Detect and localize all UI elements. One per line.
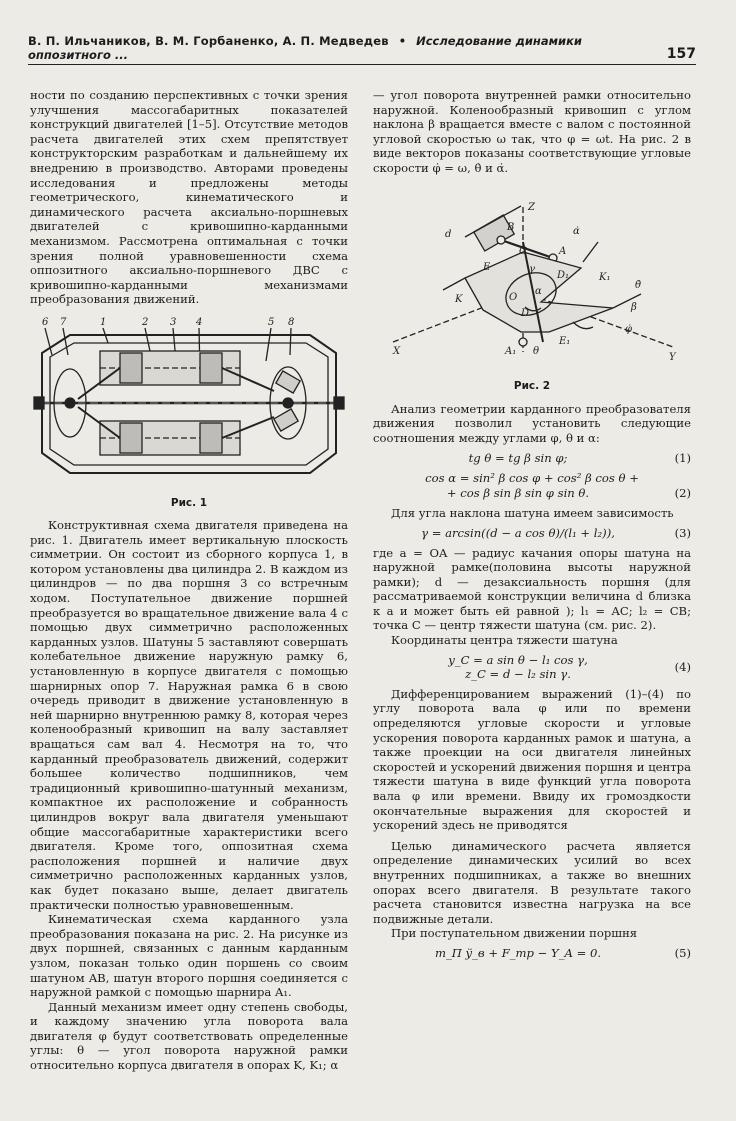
fig1-label: 5 — [268, 316, 275, 328]
equation-2-number: (2) — [674, 485, 691, 500]
equation-1-expr: tg θ = tg β sin φ; — [468, 450, 568, 465]
equation-4-number: (4) — [674, 659, 691, 674]
figure-2 — [373, 182, 691, 394]
right-paragraph-4: где a = OA — радиус качания опоры шатуна на наружной рамке(половина высоты наружной рамки); d — дезаксиальность поршня (для рассматриваемой конструкции величина d близка к a и может быть ей равной ); l₁ = AC; l₂ = CB; точка C — центр тяжести шатуна (см. рис. 2). — [373, 545, 691, 633]
fig2-label: β — [631, 301, 637, 313]
left-paragraph-3: Кинематическая схема карданного узла преобразования показана на рис. 2. На рисунке из двух поршней, связанных с данным карданным узлом, показан только один поршень со своим шатуном AB, шатун второго поршня соединяется с наружной рамкой с помощью шарнира A₁. — [30, 912, 348, 1000]
fig2-label: D — [521, 307, 530, 319]
fig2-label: O — [509, 291, 518, 303]
right-paragraph-7: Целью динамического расчета является определение динамических усилий во всех внутренних подшипниках, а также во внешних опорах всего двигателя. В результате такого расчета становится известна нагрузка на все подвижные детали. — [373, 838, 691, 926]
header-text — [28, 34, 657, 62]
fig2-label: θ̇ — [635, 279, 642, 291]
left-paragraph-4: Данный механизм имеет одну степень свободы, и каждому значению угла поворота вала двигателя φ будут соответствовать определенные углы: θ — угол поворота наружной рамки относительно корпуса двигателя в опорах K, K₁; α — [30, 999, 348, 1073]
fig1-label: 3 — [170, 316, 177, 328]
equation-2-line-1: cos α = sin² β cos φ + cos² β cos θ + — [425, 471, 639, 486]
figure-1-caption: Рис. 1 — [170, 496, 208, 509]
equation-1-number: (1) — [674, 450, 691, 465]
fig1-label: 1 — [100, 316, 107, 328]
equation-3-expr: γ = arcsin((d − a cos θ)/(l₁ + l₂)), — [421, 525, 615, 540]
fig2-label: Z — [528, 201, 535, 213]
right-paragraph-6: Дифференцированием выражений (1)–(4) по углу поворота вала φ или по времени определяются угловые скорости и угловые ускорения поворота карданных рамок и шатуна, а также проекции на оси двигателя линейных скоростей и ускорений движения поршня и центра тяжести шатуна в виде функций угла поворота вала φ или времени. Ввиду их громоздкости окончательные выражения для скоростей и ускорений здесь не приводятся — [373, 686, 691, 833]
fig1-label: 8 — [288, 316, 295, 328]
kinematic-scheme-drawing — [373, 182, 691, 372]
fig1-label: 7 — [60, 316, 67, 328]
fig2-label: Y — [669, 351, 676, 363]
equation-2 — [373, 471, 691, 500]
fig2-label: φ̇ — [625, 323, 633, 335]
right-paragraph-2: Анализ геометрии карданного преобразователя движения позволил установить следующие соотношения между углами φ, θ и α: — [373, 401, 691, 445]
running-header — [28, 34, 696, 65]
fig2-label: B — [507, 221, 515, 233]
fig2-label: γ — [529, 263, 535, 275]
header-separator: • — [398, 34, 407, 48]
fig2-label: A₁ — [505, 345, 517, 357]
fig2-label: α̇ — [573, 225, 580, 237]
page-number: 157 — [666, 46, 696, 62]
right-paragraph-3: Для угла наклона шатуна имеем зависимость — [391, 506, 674, 521]
equation-4-line-2: z_C = d − l₂ sin γ. — [465, 667, 571, 682]
figure-2-caption: Рис. 2 — [513, 380, 551, 393]
header-title: Исследование динамики оппозитного ... — [28, 34, 582, 62]
right-column — [373, 88, 691, 966]
fig2-label: E₁ — [559, 335, 571, 347]
fig2-label: K — [455, 293, 463, 305]
equation-1 — [373, 451, 691, 466]
equation-5-number: (5) — [674, 945, 691, 960]
equation-5 — [373, 946, 691, 961]
fig2-label: d — [445, 228, 452, 240]
left-paragraph-2: Конструктивная схема двигателя приведена на рис. 1. Двигатель имеет вертикальную плоскость симметрии. Он состоит из сборного корпуса 1, в котором установлены два цилиндра 2. В каждом из цилиндров — по два поршня 3 со встречным ходом. Поступательное движение поршней преобразуется во вращательное движение вала 4 с помощью двух симметрично расположенных карданных узлов. Шатуны 5 заставляют совершать колебательное движение наружную рамку 6, установленную в корпусе двигателя с помощью шарнирных опор 7. Наружная рамка 6 в свою очередь приводит в движение установленную в ней шарнирно внутреннюю рамку 8, которая через коленообразный кривошип на валу заставляет вращаться сам вал 4. Несмотря на то, что карданный преобразователь движений, содержит большее количество подшипников, чем традиционный кривошипно-шатунный механизм, компактное их расположение и собранность цилиндров вокруг вала двигателя уменьшают общие массогабаритные характеристики всего двигателя. Кроме того, оппозитная схема расположения поршней и наличие двух симметрично расположенных карданных узлов, как будет показано выше, делает двигатель практически полностью уравновешенным. — [30, 518, 348, 912]
fig2-label: θ — [533, 345, 540, 357]
fig2-label: C — [519, 245, 527, 257]
fig1-label: 4 — [196, 316, 203, 328]
left-column — [30, 88, 348, 1073]
fig2-label: X — [393, 345, 401, 357]
header-authors: В. П. Ильчаников, В. М. Горбаненко, А. П. Медведев — [28, 34, 389, 48]
equation-3-number: (3) — [674, 525, 691, 540]
equation-4 — [373, 653, 691, 682]
equation-5-expr: m_П ÿ_в + F_тр − Y_A = 0. — [434, 945, 602, 960]
figure-1 — [30, 313, 348, 510]
left-paragraph-1: ности по созданию перспективных с точки зрения улучшения массогабаритных показателей конструкций двигателей [1–5]. Отсутствие методов расчета двигателей этих схем препятствует конструкторским разработкам и дальнейшему их внедрению в производство. Авторами проведены исследования и предложены методы геометрического, кинематического и динамического расчета аксиально-поршневых двигателей с кривошипно-карданными механизмом. Рассмотрена оптимальная с точки зрения полной уравновешенности схема оппозитного аксиально-поршневого ДВС с кривошипно-карданными механизмами преобразования движений. — [30, 88, 348, 307]
fig1-label: 2 — [142, 316, 149, 328]
equation-4-line-1: y_C = a sin θ − l₁ cos γ, — [448, 652, 588, 667]
equation-3 — [373, 526, 691, 541]
fig2-label: K₁ — [599, 271, 611, 283]
fig2-label: A — [559, 245, 567, 257]
equation-2-line-2: + cos β sin β sin φ sin θ. — [446, 485, 590, 500]
right-paragraph-1: — угол поворота внутренней рамки относительно наружной. Коленообразный кривошип с углом наклона β вращается вместе с валом с постоянной угловой скоростью ω так, что φ = ωt. На рис. 2 в виде векторов показаны соответствующие угловые скорости φ̇ = ω, θ̇ и α̇. — [373, 88, 691, 175]
right-paragraph-5: Координаты центра тяжести шатуна — [391, 633, 618, 648]
fig2-label: E — [483, 261, 491, 273]
fig2-label: α — [535, 285, 542, 297]
fig2-label: D₁ — [557, 269, 570, 281]
right-paragraph-8: При поступательном движении поршня — [391, 926, 638, 941]
engine-scheme-drawing — [30, 313, 348, 488]
fig1-label: 6 — [42, 316, 49, 328]
